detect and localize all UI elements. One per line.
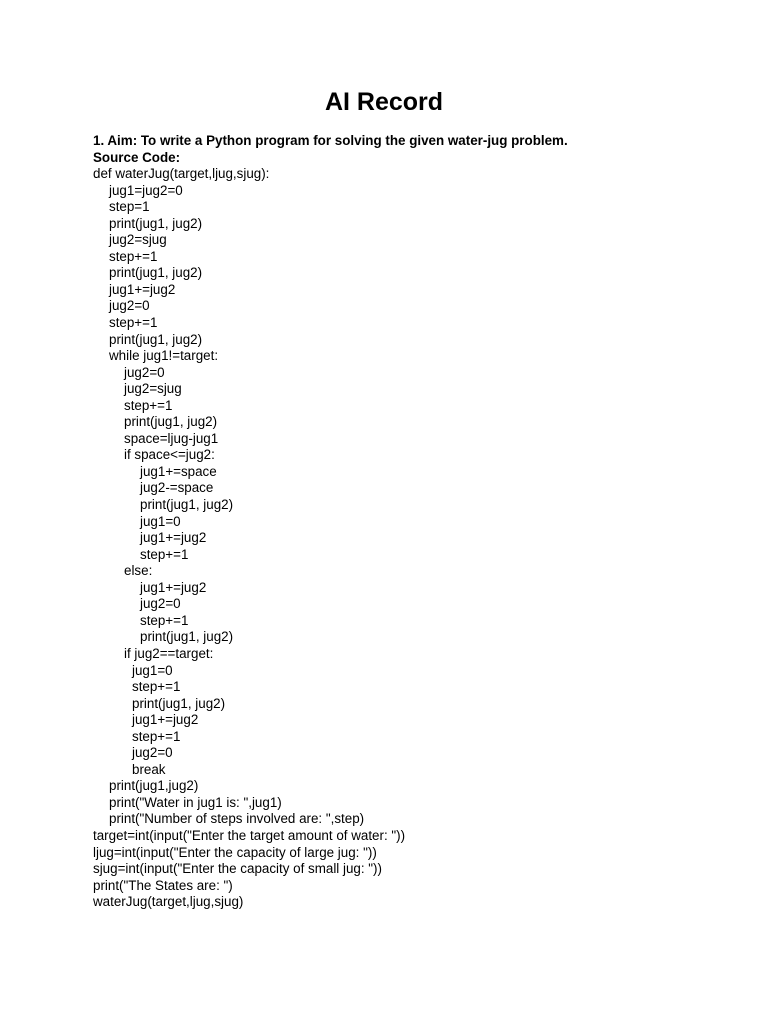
code-line: jug1+=jug2 <box>109 281 176 297</box>
code-line: step+=1 <box>109 315 158 331</box>
code-line: if space<=jug2: <box>124 447 215 463</box>
page-title: AI Record <box>324 88 444 116</box>
code-line: space=ljug-jug1 <box>124 430 219 446</box>
code-line: step+=1 <box>132 679 181 695</box>
source-code-label: Source Code: <box>93 149 181 165</box>
code-line: jug2=0 <box>140 596 181 612</box>
code-line: while jug1!=target: <box>109 348 219 364</box>
code-line: if jug2==target: <box>124 645 214 661</box>
code-line: print(jug1, jug2) <box>132 695 226 711</box>
code-line: print(jug1, jug2) <box>140 497 234 513</box>
code-line: jug2=0 <box>124 364 165 380</box>
code-line: jug2=sjug <box>109 232 167 248</box>
code-line: step=1 <box>109 199 150 215</box>
code-line: print(jug1, jug2) <box>109 265 203 281</box>
code-line: jug1+=space <box>140 463 217 479</box>
code-line: print(jug1, jug2) <box>124 414 218 430</box>
code-line: def waterJug(target,ljug,sjug): <box>93 166 270 182</box>
document-body <box>93 133 733 911</box>
code-line: step+=1 <box>109 248 158 264</box>
code-block <box>93 166 733 911</box>
code-line: sjug=int(input("Enter the capacity of small jug: ")) <box>93 861 382 877</box>
code-line: jug1+=jug2 <box>140 579 207 595</box>
code-line: target=int(input("Enter the target amount of water: ")) <box>93 827 406 843</box>
code-line: jug2=sjug <box>124 381 182 397</box>
code-line: print(jug1, jug2) <box>109 331 203 347</box>
code-line: else: <box>124 563 153 579</box>
code-line: jug2-=space <box>140 480 214 496</box>
code-line: print(jug1, jug2) <box>140 629 234 645</box>
code-line: step+=1 <box>124 397 173 413</box>
code-line: step+=1 <box>140 546 189 562</box>
code-line: waterJug(target,ljug,sjug) <box>93 894 244 910</box>
code-line: print(jug1, jug2) <box>109 215 203 231</box>
code-line: jug1=0 <box>140 513 181 529</box>
code-line: step+=1 <box>132 728 181 744</box>
code-line: print("The States are: ") <box>93 877 233 893</box>
code-line: print("Water in jug1 is: ",jug1) <box>109 794 282 810</box>
code-line: jug1=0 <box>132 662 173 678</box>
code-line: break <box>132 761 166 777</box>
code-line: jug1+=jug2 <box>132 712 199 728</box>
code-line: jug2=0 <box>109 298 150 314</box>
code-line: jug1=jug2=0 <box>109 182 183 198</box>
code-line: print(jug1,jug2) <box>109 778 199 794</box>
code-line: ljug=int(input("Enter the capacity of large jug: ")) <box>93 844 377 860</box>
code-line: step+=1 <box>140 612 189 628</box>
code-line: jug1+=jug2 <box>140 530 207 546</box>
aim-heading: 1. Aim: To write a Python program for solving the given water-jug problem. <box>93 133 568 148</box>
code-line: jug2=0 <box>132 745 173 761</box>
code-line: print("Number of steps involved are: ",step) <box>109 811 365 827</box>
